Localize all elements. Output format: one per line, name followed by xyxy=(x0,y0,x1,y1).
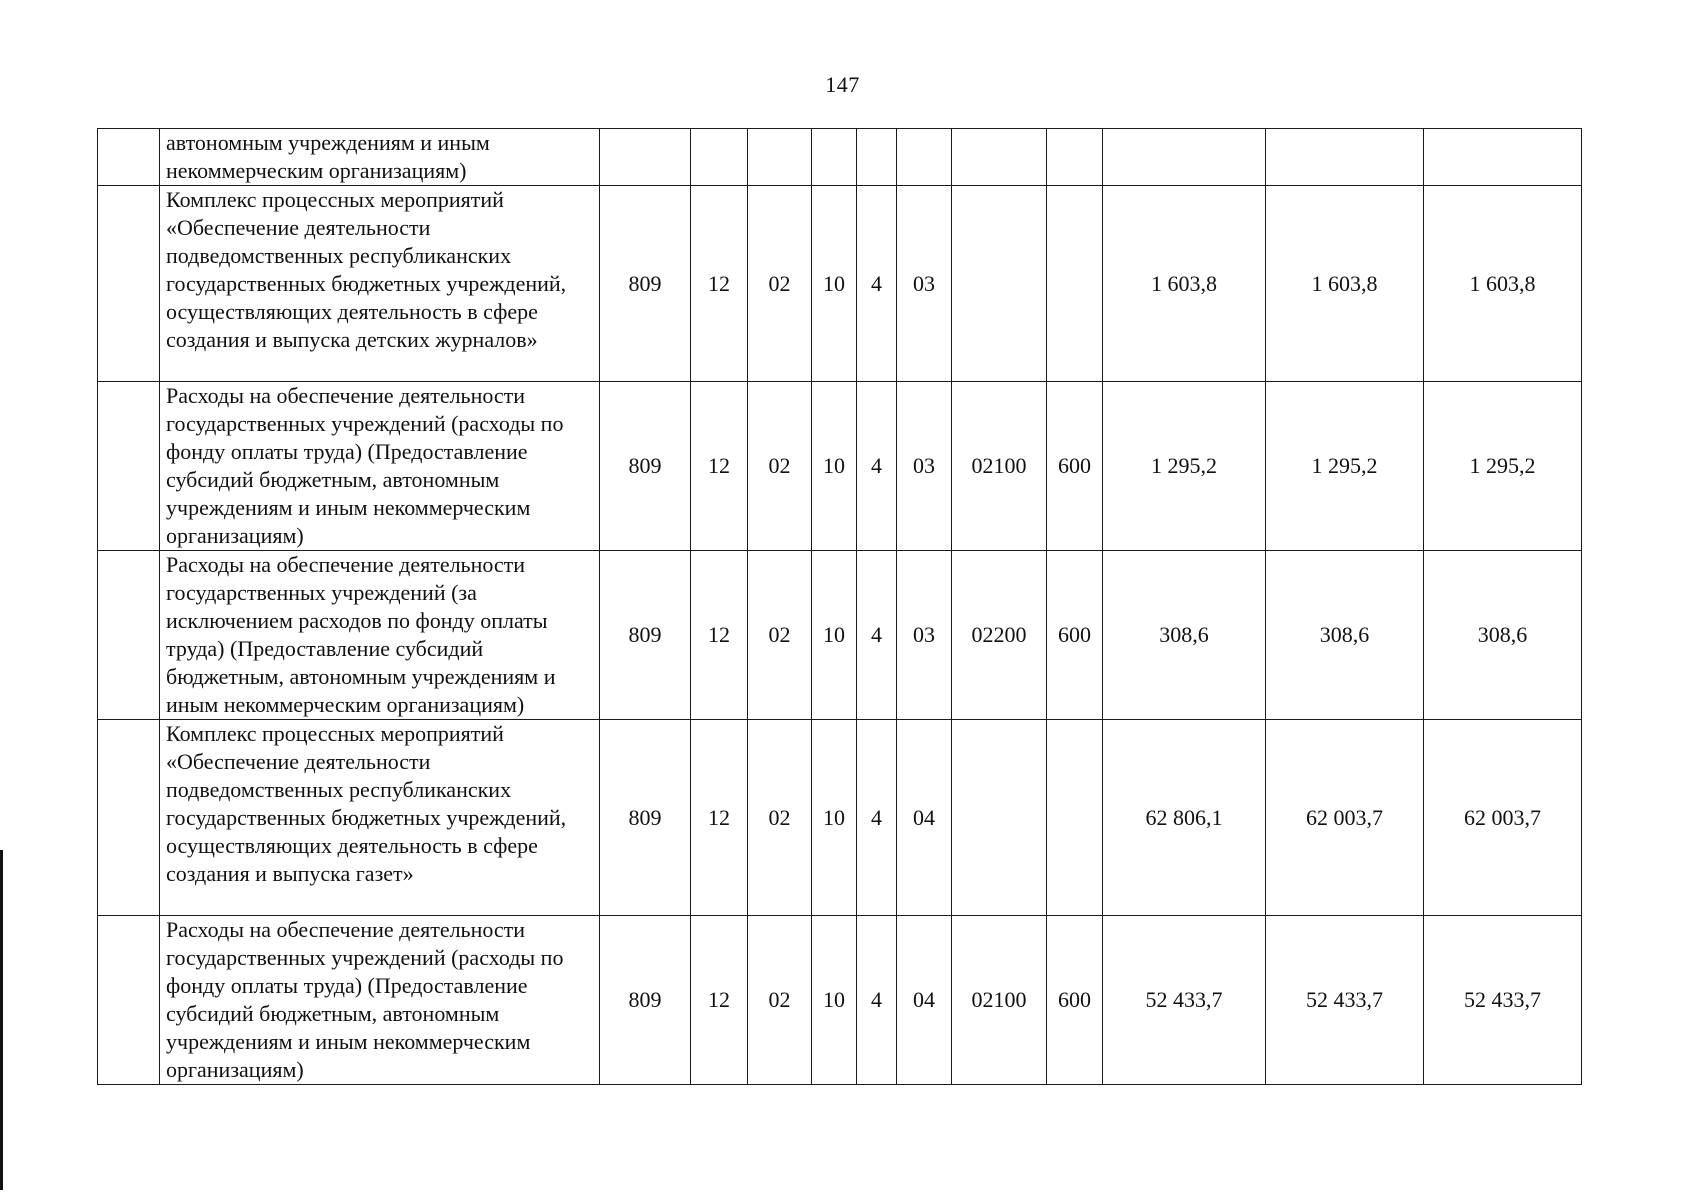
ministry-code-cell: 809 xyxy=(600,720,691,916)
structural-element-cell: 04 xyxy=(897,916,952,1085)
section-cell xyxy=(691,129,748,186)
subsection-cell xyxy=(748,129,812,186)
expense-type-cell: 600 xyxy=(1047,916,1103,1085)
program-cell: 10 xyxy=(812,382,857,551)
amount-year-3-cell: 1 295,2 xyxy=(1424,382,1582,551)
amount-year-2-cell: 52 433,7 xyxy=(1266,916,1424,1085)
section-cell: 12 xyxy=(691,916,748,1085)
amount-year-3-cell: 308,6 xyxy=(1424,551,1582,720)
subsection-cell: 02 xyxy=(748,551,812,720)
amount-year-1-cell xyxy=(1103,129,1266,186)
expense-direction-cell xyxy=(952,720,1047,916)
amount-year-3-cell xyxy=(1424,129,1582,186)
expense-direction-cell xyxy=(952,129,1047,186)
budget-table-container xyxy=(97,128,1581,1085)
program-type-cell: 4 xyxy=(857,551,897,720)
ministry-code-cell: 809 xyxy=(600,916,691,1085)
index-cell xyxy=(98,720,160,916)
table-row xyxy=(98,129,1582,186)
program-type-cell: 4 xyxy=(857,382,897,551)
expense-direction-cell: 02100 xyxy=(952,916,1047,1085)
budget-table xyxy=(97,128,1582,1085)
amount-year-1-cell: 1 295,2 xyxy=(1103,382,1266,551)
program-cell: 10 xyxy=(812,916,857,1085)
amount-year-2-cell: 308,6 xyxy=(1266,551,1424,720)
expense-type-cell xyxy=(1047,720,1103,916)
program-cell: 10 xyxy=(812,186,857,382)
subsection-cell: 02 xyxy=(748,382,812,551)
program-type-cell: 4 xyxy=(857,720,897,916)
ministry-code-cell xyxy=(600,129,691,186)
amount-year-1-cell: 52 433,7 xyxy=(1103,916,1266,1085)
description-cell: автономным учреждениям и иным некоммерческим организациям) xyxy=(160,129,600,186)
ministry-code-cell: 809 xyxy=(600,551,691,720)
index-cell xyxy=(98,129,160,186)
amount-year-1-cell: 62 806,1 xyxy=(1103,720,1266,916)
description-cell: Расходы на обеспечение деятельности государственных учреждений (за исключением расходов по фонду оплаты труда) (Предоставление субсидий бюджетным, автономным учреждениям и иным некоммерческим организациям) xyxy=(160,551,600,720)
section-cell: 12 xyxy=(691,186,748,382)
program-type-cell xyxy=(857,129,897,186)
description-cell: Комплекс процессных мероприятий «Обеспечение деятельности подведомственных республиканских государственных бюджетных учреждений, осуществляющих деятельность в сфере создания и выпуска детских журналов» xyxy=(160,186,600,382)
table-row xyxy=(98,551,1582,720)
index-cell xyxy=(98,916,160,1085)
expense-direction-cell xyxy=(952,186,1047,382)
description-cell: Расходы на обеспечение деятельности государственных учреждений (расходы по фонду оплаты труда) (Предоставление субсидий бюджетным, автономным учреждениям и иным некоммерческим организациям) xyxy=(160,916,600,1085)
program-cell: 10 xyxy=(812,551,857,720)
structural-element-cell: 04 xyxy=(897,720,952,916)
amount-year-2-cell: 1 603,8 xyxy=(1266,186,1424,382)
page-number: 147 xyxy=(825,72,860,97)
subsection-cell: 02 xyxy=(748,720,812,916)
expense-direction-cell: 02100 xyxy=(952,382,1047,551)
table-row xyxy=(98,720,1582,916)
expense-type-cell xyxy=(1047,129,1103,186)
section-cell: 12 xyxy=(691,720,748,916)
expense-type-cell xyxy=(1047,186,1103,382)
table-row xyxy=(98,916,1582,1085)
structural-element-cell: 03 xyxy=(897,186,952,382)
amount-year-3-cell: 1 603,8 xyxy=(1424,186,1582,382)
subsection-cell: 02 xyxy=(748,916,812,1085)
structural-element-cell: 03 xyxy=(897,551,952,720)
scan-edge-mark xyxy=(0,850,3,1190)
table-row xyxy=(98,382,1582,551)
program-type-cell: 4 xyxy=(857,916,897,1085)
expense-type-cell: 600 xyxy=(1047,382,1103,551)
ministry-code-cell: 809 xyxy=(600,382,691,551)
description-cell: Комплекс процессных мероприятий «Обеспечение деятельности подведомственных республиканских государственных бюджетных учреждений, осуществляющих деятельность в сфере создания и выпуска газет» xyxy=(160,720,600,916)
section-cell: 12 xyxy=(691,551,748,720)
expense-direction-cell: 02200 xyxy=(952,551,1047,720)
section-cell: 12 xyxy=(691,382,748,551)
program-cell xyxy=(812,129,857,186)
index-cell xyxy=(98,551,160,720)
amount-year-2-cell xyxy=(1266,129,1424,186)
structural-element-cell xyxy=(897,129,952,186)
amount-year-3-cell: 52 433,7 xyxy=(1424,916,1582,1085)
program-cell: 10 xyxy=(812,720,857,916)
amount-year-3-cell: 62 003,7 xyxy=(1424,720,1582,916)
amount-year-1-cell: 308,6 xyxy=(1103,551,1266,720)
amount-year-2-cell: 1 295,2 xyxy=(1266,382,1424,551)
table-row xyxy=(98,186,1582,382)
ministry-code-cell: 809 xyxy=(600,186,691,382)
index-cell xyxy=(98,186,160,382)
amount-year-2-cell: 62 003,7 xyxy=(1266,720,1424,916)
structural-element-cell: 03 xyxy=(897,382,952,551)
description-cell: Расходы на обеспечение деятельности государственных учреждений (расходы по фонду оплаты труда) (Предоставление субсидий бюджетным, автономным учреждениям и иным некоммерческим организациям) xyxy=(160,382,600,551)
index-cell xyxy=(98,382,160,551)
program-type-cell: 4 xyxy=(857,186,897,382)
amount-year-1-cell: 1 603,8 xyxy=(1103,186,1266,382)
subsection-cell: 02 xyxy=(748,186,812,382)
expense-type-cell: 600 xyxy=(1047,551,1103,720)
